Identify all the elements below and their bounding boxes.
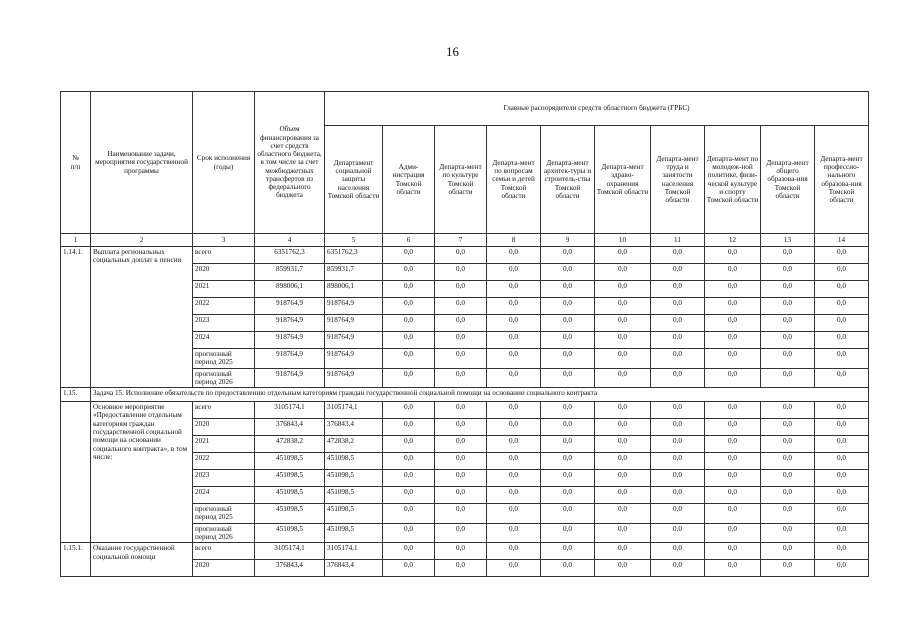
row-grbs-12: 0,0	[705, 523, 761, 543]
row-grbs-9: 0,0	[541, 419, 595, 436]
budget-table	[60, 91, 869, 577]
row-grbs-11: 0,0	[651, 349, 705, 369]
row-grbs-14: 0,0	[815, 523, 869, 543]
column-number: 4	[255, 234, 325, 247]
row-grbs-11: 0,0	[651, 368, 705, 388]
row-period: 2020	[193, 560, 255, 577]
table-row	[61, 247, 869, 264]
row-grbs-9: 0,0	[541, 281, 595, 298]
row-period: всего	[193, 543, 255, 560]
row-grbs-6: 0,0	[383, 298, 435, 315]
row-grbs-9: 0,0	[541, 298, 595, 315]
header-grbs-6: Адми-нистрация Томской области	[383, 126, 435, 234]
row-grbs-5: 451098,5	[325, 453, 383, 470]
row-period: прогнозный период 2026	[193, 523, 255, 543]
row-grbs-8: 0,0	[487, 281, 541, 298]
column-number: 1	[61, 234, 91, 247]
row-total: 918764,9	[255, 298, 325, 315]
row-grbs-12: 0,0	[705, 247, 761, 264]
row-grbs-9: 0,0	[541, 315, 595, 332]
row-grbs-8: 0,0	[487, 436, 541, 453]
row-grbs-6: 0,0	[383, 402, 435, 419]
row-code: 1.14.1.	[61, 247, 91, 388]
row-period: 2024	[193, 332, 255, 349]
row-total: 6351762,3	[255, 247, 325, 264]
column-number: 13	[761, 234, 815, 247]
row-grbs-6: 0,0	[383, 523, 435, 543]
row-grbs-12: 0,0	[705, 470, 761, 487]
row-grbs-13: 0,0	[761, 298, 815, 315]
row-grbs-12: 0,0	[705, 281, 761, 298]
row-total: 451098,5	[255, 487, 325, 504]
row-grbs-5: 451098,5	[325, 470, 383, 487]
row-grbs-12: 0,0	[705, 560, 761, 577]
row-grbs-14: 0,0	[815, 368, 869, 388]
row-grbs-9: 0,0	[541, 560, 595, 577]
row-grbs-5: 898006,1	[325, 281, 383, 298]
column-number: 8	[487, 234, 541, 247]
row-grbs-6: 0,0	[383, 487, 435, 504]
task-code: 1.15.	[61, 388, 91, 402]
row-grbs-12: 0,0	[705, 487, 761, 504]
header-grbs-group: Главные распорядители средств областного бюджета (ГРБС)	[325, 92, 869, 126]
row-grbs-7: 0,0	[435, 368, 487, 388]
row-grbs-12: 0,0	[705, 264, 761, 281]
row-grbs-8: 0,0	[487, 523, 541, 543]
page-number: 16	[446, 44, 459, 59]
row-grbs-10: 0,0	[595, 453, 651, 470]
row-total: 451098,5	[255, 453, 325, 470]
row-grbs-8: 0,0	[487, 332, 541, 349]
row-grbs-5: 918764,9	[325, 349, 383, 369]
row-period: 2022	[193, 298, 255, 315]
row-grbs-11: 0,0	[651, 543, 705, 560]
row-grbs-10: 0,0	[595, 368, 651, 388]
row-grbs-12: 0,0	[705, 543, 761, 560]
row-grbs-9: 0,0	[541, 487, 595, 504]
row-grbs-6: 0,0	[383, 436, 435, 453]
row-total: 451098,5	[255, 504, 325, 524]
row-grbs-13: 0,0	[761, 368, 815, 388]
row-grbs-10: 0,0	[595, 298, 651, 315]
row-grbs-11: 0,0	[651, 264, 705, 281]
row-total: 451098,5	[255, 470, 325, 487]
row-grbs-7: 0,0	[435, 264, 487, 281]
row-grbs-7: 0,0	[435, 523, 487, 543]
row-grbs-7: 0,0	[435, 504, 487, 524]
header-grbs-11: Департа-мент труда и занятости населения Томской области	[651, 126, 705, 234]
row-total: 898006,1	[255, 281, 325, 298]
row-grbs-5: 859931,7	[325, 264, 383, 281]
row-grbs-5: 918764,9	[325, 315, 383, 332]
row-grbs-10: 0,0	[595, 332, 651, 349]
row-grbs-6: 0,0	[383, 560, 435, 577]
row-period: всего	[193, 402, 255, 419]
row-grbs-5: 451098,5	[325, 487, 383, 504]
row-grbs-10: 0,0	[595, 470, 651, 487]
row-grbs-7: 0,0	[435, 332, 487, 349]
row-grbs-13: 0,0	[761, 281, 815, 298]
row-grbs-12: 0,0	[705, 402, 761, 419]
row-grbs-13: 0,0	[761, 315, 815, 332]
row-grbs-5: 918764,9	[325, 332, 383, 349]
row-grbs-14: 0,0	[815, 504, 869, 524]
row-period: 2021	[193, 281, 255, 298]
header-grbs-10: Департа-мент здраво-охранения Томской области	[595, 126, 651, 234]
row-grbs-14: 0,0	[815, 281, 869, 298]
column-number: 9	[541, 234, 595, 247]
row-grbs-11: 0,0	[651, 402, 705, 419]
row-period: 2021	[193, 436, 255, 453]
row-grbs-11: 0,0	[651, 523, 705, 543]
row-grbs-9: 0,0	[541, 504, 595, 524]
row-grbs-9: 0,0	[541, 264, 595, 281]
row-grbs-12: 0,0	[705, 436, 761, 453]
row-grbs-5: 376843,4	[325, 419, 383, 436]
row-name: Оказание государственной социальной помощи	[91, 543, 193, 577]
column-number: 6	[383, 234, 435, 247]
row-grbs-6: 0,0	[383, 349, 435, 369]
header-name: Наименование задачи, мероприятия государственной программы	[91, 92, 193, 234]
row-grbs-7: 0,0	[435, 402, 487, 419]
row-grbs-10: 0,0	[595, 349, 651, 369]
row-grbs-5: 451098,5	[325, 504, 383, 524]
row-code	[61, 402, 91, 543]
row-total: 451098,5	[255, 523, 325, 543]
row-grbs-11: 0,0	[651, 487, 705, 504]
row-grbs-14: 0,0	[815, 315, 869, 332]
header-grbs-14: Департа-мент профессио-нального образова-ния Томской области	[815, 126, 869, 234]
row-grbs-7: 0,0	[435, 247, 487, 264]
row-grbs-10: 0,0	[595, 504, 651, 524]
row-grbs-7: 0,0	[435, 298, 487, 315]
task-row	[61, 388, 869, 402]
row-grbs-8: 0,0	[487, 315, 541, 332]
column-number: 14	[815, 234, 869, 247]
row-grbs-8: 0,0	[487, 504, 541, 524]
row-grbs-14: 0,0	[815, 298, 869, 315]
row-grbs-5: 451098,5	[325, 523, 383, 543]
row-grbs-12: 0,0	[705, 368, 761, 388]
row-grbs-13: 0,0	[761, 453, 815, 470]
row-period: 2023	[193, 470, 255, 487]
row-grbs-9: 0,0	[541, 332, 595, 349]
table-row	[61, 543, 869, 560]
row-grbs-7: 0,0	[435, 436, 487, 453]
row-grbs-9: 0,0	[541, 436, 595, 453]
row-grbs-14: 0,0	[815, 543, 869, 560]
row-period: 2023	[193, 315, 255, 332]
row-grbs-12: 0,0	[705, 315, 761, 332]
row-grbs-13: 0,0	[761, 560, 815, 577]
table-row	[61, 402, 869, 419]
column-number: 10	[595, 234, 651, 247]
row-grbs-10: 0,0	[595, 419, 651, 436]
row-period: 2022	[193, 453, 255, 470]
row-grbs-6: 0,0	[383, 453, 435, 470]
row-grbs-10: 0,0	[595, 436, 651, 453]
header-no: № п/п	[61, 92, 91, 234]
row-grbs-8: 0,0	[487, 264, 541, 281]
row-name: Выплата региональных социальных доплат к пенсии	[91, 247, 193, 388]
task-text: Задача 15. Исполнение обязательств по предоставлению отдельным категориям граждан государственной социальной помощи на основании социального контракта	[91, 388, 869, 402]
row-total: 918764,9	[255, 332, 325, 349]
row-grbs-7: 0,0	[435, 453, 487, 470]
row-grbs-14: 0,0	[815, 349, 869, 369]
row-grbs-8: 0,0	[487, 560, 541, 577]
column-number: 5	[325, 234, 383, 247]
row-grbs-8: 0,0	[487, 453, 541, 470]
row-grbs-6: 0,0	[383, 504, 435, 524]
row-grbs-8: 0,0	[487, 349, 541, 369]
header-grbs-9: Департа-мент архитек-туры и строитель-ства Томской области	[541, 126, 595, 234]
row-grbs-12: 0,0	[705, 453, 761, 470]
row-grbs-12: 0,0	[705, 298, 761, 315]
row-grbs-13: 0,0	[761, 332, 815, 349]
row-grbs-13: 0,0	[761, 419, 815, 436]
row-grbs-8: 0,0	[487, 247, 541, 264]
row-grbs-10: 0,0	[595, 247, 651, 264]
row-grbs-8: 0,0	[487, 298, 541, 315]
row-grbs-6: 0,0	[383, 470, 435, 487]
row-grbs-9: 0,0	[541, 349, 595, 369]
row-grbs-9: 0,0	[541, 470, 595, 487]
row-grbs-8: 0,0	[487, 487, 541, 504]
row-grbs-13: 0,0	[761, 402, 815, 419]
row-grbs-9: 0,0	[541, 543, 595, 560]
row-grbs-13: 0,0	[761, 247, 815, 264]
header-grbs-5: Департамент социальной защиты населения Томской области	[325, 126, 383, 234]
row-grbs-13: 0,0	[761, 349, 815, 369]
row-grbs-11: 0,0	[651, 453, 705, 470]
header-period: Срок исполнения (годы)	[193, 92, 255, 234]
row-grbs-10: 0,0	[595, 281, 651, 298]
row-grbs-6: 0,0	[383, 332, 435, 349]
row-total: 376843,4	[255, 419, 325, 436]
row-period: 2020	[193, 264, 255, 281]
row-grbs-11: 0,0	[651, 315, 705, 332]
row-grbs-5: 6351762,3	[325, 247, 383, 264]
row-grbs-8: 0,0	[487, 368, 541, 388]
row-grbs-10: 0,0	[595, 560, 651, 577]
row-grbs-10: 0,0	[595, 487, 651, 504]
row-grbs-9: 0,0	[541, 523, 595, 543]
row-grbs-5: 3105174,1	[325, 543, 383, 560]
row-grbs-11: 0,0	[651, 298, 705, 315]
row-grbs-14: 0,0	[815, 436, 869, 453]
row-grbs-8: 0,0	[487, 402, 541, 419]
row-grbs-12: 0,0	[705, 349, 761, 369]
row-grbs-8: 0,0	[487, 419, 541, 436]
row-grbs-6: 0,0	[383, 543, 435, 560]
row-grbs-11: 0,0	[651, 332, 705, 349]
row-total: 918764,9	[255, 368, 325, 388]
row-grbs-11: 0,0	[651, 560, 705, 577]
row-total: 859931,7	[255, 264, 325, 281]
row-grbs-14: 0,0	[815, 419, 869, 436]
column-number: 7	[435, 234, 487, 247]
row-grbs-7: 0,0	[435, 560, 487, 577]
row-grbs-11: 0,0	[651, 419, 705, 436]
row-total: 918764,9	[255, 349, 325, 369]
row-grbs-14: 0,0	[815, 264, 869, 281]
row-grbs-10: 0,0	[595, 402, 651, 419]
row-grbs-6: 0,0	[383, 247, 435, 264]
row-grbs-13: 0,0	[761, 504, 815, 524]
row-period: всего	[193, 247, 255, 264]
row-grbs-9: 0,0	[541, 247, 595, 264]
row-grbs-14: 0,0	[815, 453, 869, 470]
row-grbs-7: 0,0	[435, 470, 487, 487]
row-grbs-5: 3105174,1	[325, 402, 383, 419]
row-grbs-13: 0,0	[761, 543, 815, 560]
row-grbs-5: 472838,2	[325, 436, 383, 453]
row-grbs-13: 0,0	[761, 264, 815, 281]
row-grbs-5: 918764,9	[325, 368, 383, 388]
row-grbs-9: 0,0	[541, 453, 595, 470]
row-total: 376843,4	[255, 560, 325, 577]
row-grbs-13: 0,0	[761, 523, 815, 543]
row-grbs-6: 0,0	[383, 315, 435, 332]
row-period: 2024	[193, 487, 255, 504]
row-period: 2020	[193, 419, 255, 436]
column-number: 12	[705, 234, 761, 247]
row-period: прогнозный период 2025	[193, 504, 255, 524]
row-grbs-12: 0,0	[705, 332, 761, 349]
row-code: 1.15.1.	[61, 543, 91, 577]
row-grbs-14: 0,0	[815, 470, 869, 487]
row-grbs-11: 0,0	[651, 504, 705, 524]
row-grbs-7: 0,0	[435, 487, 487, 504]
row-total: 472838,2	[255, 436, 325, 453]
column-number: 11	[651, 234, 705, 247]
column-number: 3	[193, 234, 255, 247]
row-grbs-6: 0,0	[383, 264, 435, 281]
row-grbs-6: 0,0	[383, 368, 435, 388]
row-grbs-5: 376843,4	[325, 560, 383, 577]
row-grbs-14: 0,0	[815, 332, 869, 349]
row-grbs-5: 918764,9	[325, 298, 383, 315]
row-name: Основное мероприятие «Предоставление отдельным категориям граждан государственной социальной помощи на основании социального контракта», в том числе:	[91, 402, 193, 543]
row-grbs-7: 0,0	[435, 315, 487, 332]
row-grbs-8: 0,0	[487, 543, 541, 560]
row-grbs-9: 0,0	[541, 368, 595, 388]
row-grbs-7: 0,0	[435, 419, 487, 436]
header-grbs-13: Департа-мент общего образова-ния Томской области	[761, 126, 815, 234]
row-total: 3105174,1	[255, 543, 325, 560]
row-grbs-6: 0,0	[383, 419, 435, 436]
row-grbs-12: 0,0	[705, 419, 761, 436]
row-grbs-10: 0,0	[595, 264, 651, 281]
row-grbs-13: 0,0	[761, 487, 815, 504]
row-grbs-11: 0,0	[651, 436, 705, 453]
row-grbs-11: 0,0	[651, 470, 705, 487]
row-grbs-12: 0,0	[705, 504, 761, 524]
row-period: прогнозный период 2026	[193, 368, 255, 388]
row-grbs-11: 0,0	[651, 247, 705, 264]
row-grbs-13: 0,0	[761, 470, 815, 487]
row-grbs-14: 0,0	[815, 402, 869, 419]
header-grbs-7: Департа-мент по культуре Томской области	[435, 126, 487, 234]
row-grbs-14: 0,0	[815, 487, 869, 504]
row-grbs-7: 0,0	[435, 281, 487, 298]
row-grbs-7: 0,0	[435, 349, 487, 369]
row-grbs-11: 0,0	[651, 281, 705, 298]
row-grbs-6: 0,0	[383, 281, 435, 298]
row-grbs-14: 0,0	[815, 247, 869, 264]
column-number: 2	[91, 234, 193, 247]
row-total: 3105174,1	[255, 402, 325, 419]
row-grbs-14: 0,0	[815, 560, 869, 577]
row-grbs-10: 0,0	[595, 315, 651, 332]
row-grbs-13: 0,0	[761, 436, 815, 453]
row-total: 918764,9	[255, 315, 325, 332]
header-grbs-8: Департа-мент по вопросам семьи и детей Томской области	[487, 126, 541, 234]
row-grbs-7: 0,0	[435, 543, 487, 560]
header-volume: Объем финансирования за счет средств областного бюджета, в том числе за счет межбюджетных трансфертов из федерального бюджета	[255, 92, 325, 234]
row-grbs-10: 0,0	[595, 543, 651, 560]
row-period: прогнозный период 2025	[193, 349, 255, 369]
header-grbs-12: Департа-мент по молодеж-ной политике, физи-ческой культуре и спорту Томской области	[705, 126, 761, 234]
row-grbs-9: 0,0	[541, 402, 595, 419]
row-grbs-10: 0,0	[595, 523, 651, 543]
row-grbs-8: 0,0	[487, 470, 541, 487]
